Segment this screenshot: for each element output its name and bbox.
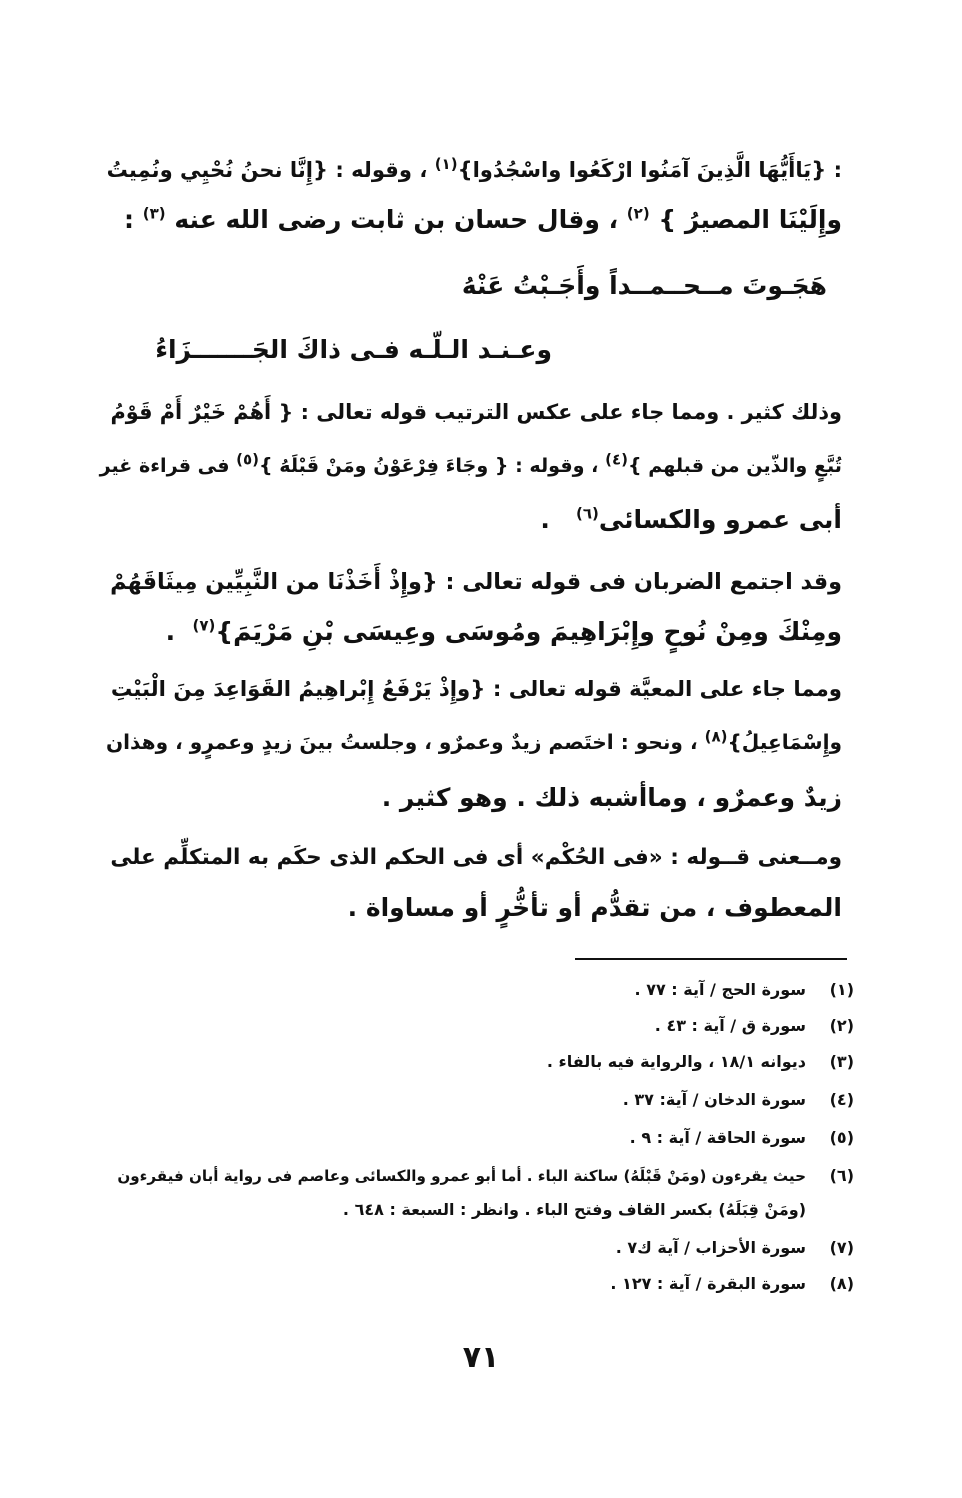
body-line-10: ومما جاء على المعيَّة قوله تعالى : {وإِذْ يَرْفَعُ إِبْراهِيمُ القَوَاعِدَ مِنَ الْبَيْتِ bbox=[110, 677, 842, 702]
text-span: : bbox=[124, 205, 135, 234]
quran-quote: ، وقوله : { وجَاءَ فِرْعَوْنُ ومَنْ قَبْلَهُ } bbox=[259, 454, 599, 477]
footnote-ref-1[interactable]: (١) bbox=[434, 154, 458, 173]
text-span: ، ونحو : اختَصم زيدٌ وعمرٌو ، وجلستُ بينَ زيدٍ وعمرٍو ، وهذان bbox=[105, 730, 698, 754]
footnote-5 bbox=[104, 1126, 854, 1150]
body-line-1 bbox=[107, 150, 842, 190]
footnote-number: (٤) bbox=[829, 1090, 854, 1109]
footnote-text: سورة الحج / آية : ٧٧ . bbox=[634, 980, 806, 999]
footnote-divider bbox=[575, 958, 847, 960]
footnote-ref-7[interactable]: (٧) bbox=[192, 616, 216, 635]
footnote-number: (٣) bbox=[829, 1052, 854, 1071]
footnote-ref-4[interactable]: (٤) bbox=[605, 450, 628, 469]
footnote-number: (٢) bbox=[829, 1016, 854, 1035]
footnote-7 bbox=[104, 1236, 854, 1260]
footnote-number: (٧) bbox=[829, 1238, 854, 1257]
body-line-5: وذلك كثير . ومما جاء على عكس الترتيب قوله تعالى : { أَهُمْ خَيْرٌ أَمْ قَوْمُ bbox=[110, 400, 842, 424]
quran-quote: وإِلَيْنَا المصيرُ } bbox=[658, 205, 842, 234]
footnote-text: سورة الحاقة / آية : ٩ . bbox=[629, 1128, 806, 1147]
footnote-6 bbox=[104, 1164, 854, 1188]
footnote-number: (١) bbox=[829, 980, 854, 999]
footnote-3 bbox=[104, 1050, 854, 1074]
quran-quote: تُبَّعٍ والذّين من قبلهم } bbox=[627, 454, 842, 477]
body-line-7 bbox=[540, 500, 842, 540]
footnote-number: (٥) bbox=[829, 1128, 854, 1147]
footnote-number: (٦) bbox=[829, 1166, 854, 1185]
footnote-text: حيث يقرءون (ومَنْ قَبْلَهُ) ساكنة الباء . أما أبو عمرو والكسائى وعاصم فى رواية أبان فيقرءون bbox=[117, 1167, 806, 1185]
footnote-number: (٨) bbox=[829, 1274, 854, 1293]
footnote-text: سورة الدخان / آية: ٣٧ . bbox=[622, 1090, 806, 1109]
quran-quote: : {يَاأَيُّهَا الَّذِينَ آمَنُوا ارْكَعُوا واسْجُدُوا} bbox=[457, 157, 842, 182]
footnote-ref-2[interactable]: (٢) bbox=[626, 204, 650, 223]
footnote-1 bbox=[104, 978, 854, 1002]
footnote-ref-3[interactable]: (٣) bbox=[142, 204, 166, 223]
footnote-text: سورة ق / آية : ٤٣ . bbox=[654, 1016, 806, 1035]
body-line-8: وقد اجتمع الضربان فى قوله تعالى : {وإِذْ أَخَذْنَا من النَّبِيِّين مِيثَاقَهُمْ bbox=[110, 569, 842, 595]
page-number: ٧١ bbox=[462, 1340, 500, 1375]
body-line-12: زيدٌ وعمرٌو ، وماأشبه ذلك . وهو كثير . bbox=[381, 783, 842, 812]
footnote-text: ديوانه ١٨/١ ، والرواية فيه بالفاء . bbox=[546, 1052, 806, 1071]
body-line-6 bbox=[100, 446, 842, 486]
body-line-13: ومــعنى قــوله : «فى الحُكْم» أى فى الحكم الذى حكَم به المتكلِّم على bbox=[110, 845, 842, 870]
body-line-2 bbox=[124, 200, 842, 240]
text-span: ، وقوله : {إِنَّا نحنُ نُحْيِي ونُمِيتُ bbox=[106, 157, 428, 182]
poem-verse-1: هَجَـوتَ مــحــمــداً وأَجَـبْتُ عَنْهُ bbox=[461, 271, 827, 300]
poem-verse-2: وعـنـد الـلّـه فـى ذاكَ الجَـــــــزَاءُ bbox=[155, 335, 552, 364]
text-span: ، وقال حسان بن ثابت رضى الله عنه bbox=[174, 205, 619, 234]
footnote-6-continuation: (ومَنْ قِبَلَهُ) بكسر القاف وفتح الباء . وانظر : السبعة : ٦٤٨ . bbox=[342, 1200, 806, 1219]
footnote-8 bbox=[104, 1272, 854, 1296]
footnote-4 bbox=[104, 1088, 854, 1112]
text-span: . bbox=[165, 617, 176, 646]
quran-quote: وإِسْمَاعِيلُ} bbox=[727, 730, 842, 754]
footnote-ref-5[interactable]: (٥) bbox=[236, 450, 260, 469]
quran-quote: ومِنْكَ ومِنْ نُوحٍ وإِبْرَاهِيمَ ومُوسَى وعِيسَى بْنِ مَرْيَمَ} bbox=[215, 617, 842, 646]
body-line-11 bbox=[106, 722, 842, 762]
body-line-9 bbox=[166, 612, 842, 652]
footnote-ref-6[interactable]: (٦) bbox=[575, 504, 599, 523]
body-line-14: المعطوف ، من تقدُّم أو تأخُّرٍ أو مساواة . bbox=[347, 893, 842, 922]
footnote-ref-8[interactable]: (٨) bbox=[704, 727, 728, 746]
text-span: . bbox=[540, 505, 550, 534]
text-span: فى قراءة غير bbox=[99, 454, 230, 477]
footnote-2 bbox=[104, 1014, 854, 1038]
text-span: أبى عمرو والكسائى bbox=[598, 505, 842, 534]
footnote-text: سورة الأحزاب / آية ك٧ . bbox=[615, 1238, 806, 1257]
footnote-text: سورة البقرة / آية : ١٢٧ . bbox=[610, 1274, 806, 1293]
